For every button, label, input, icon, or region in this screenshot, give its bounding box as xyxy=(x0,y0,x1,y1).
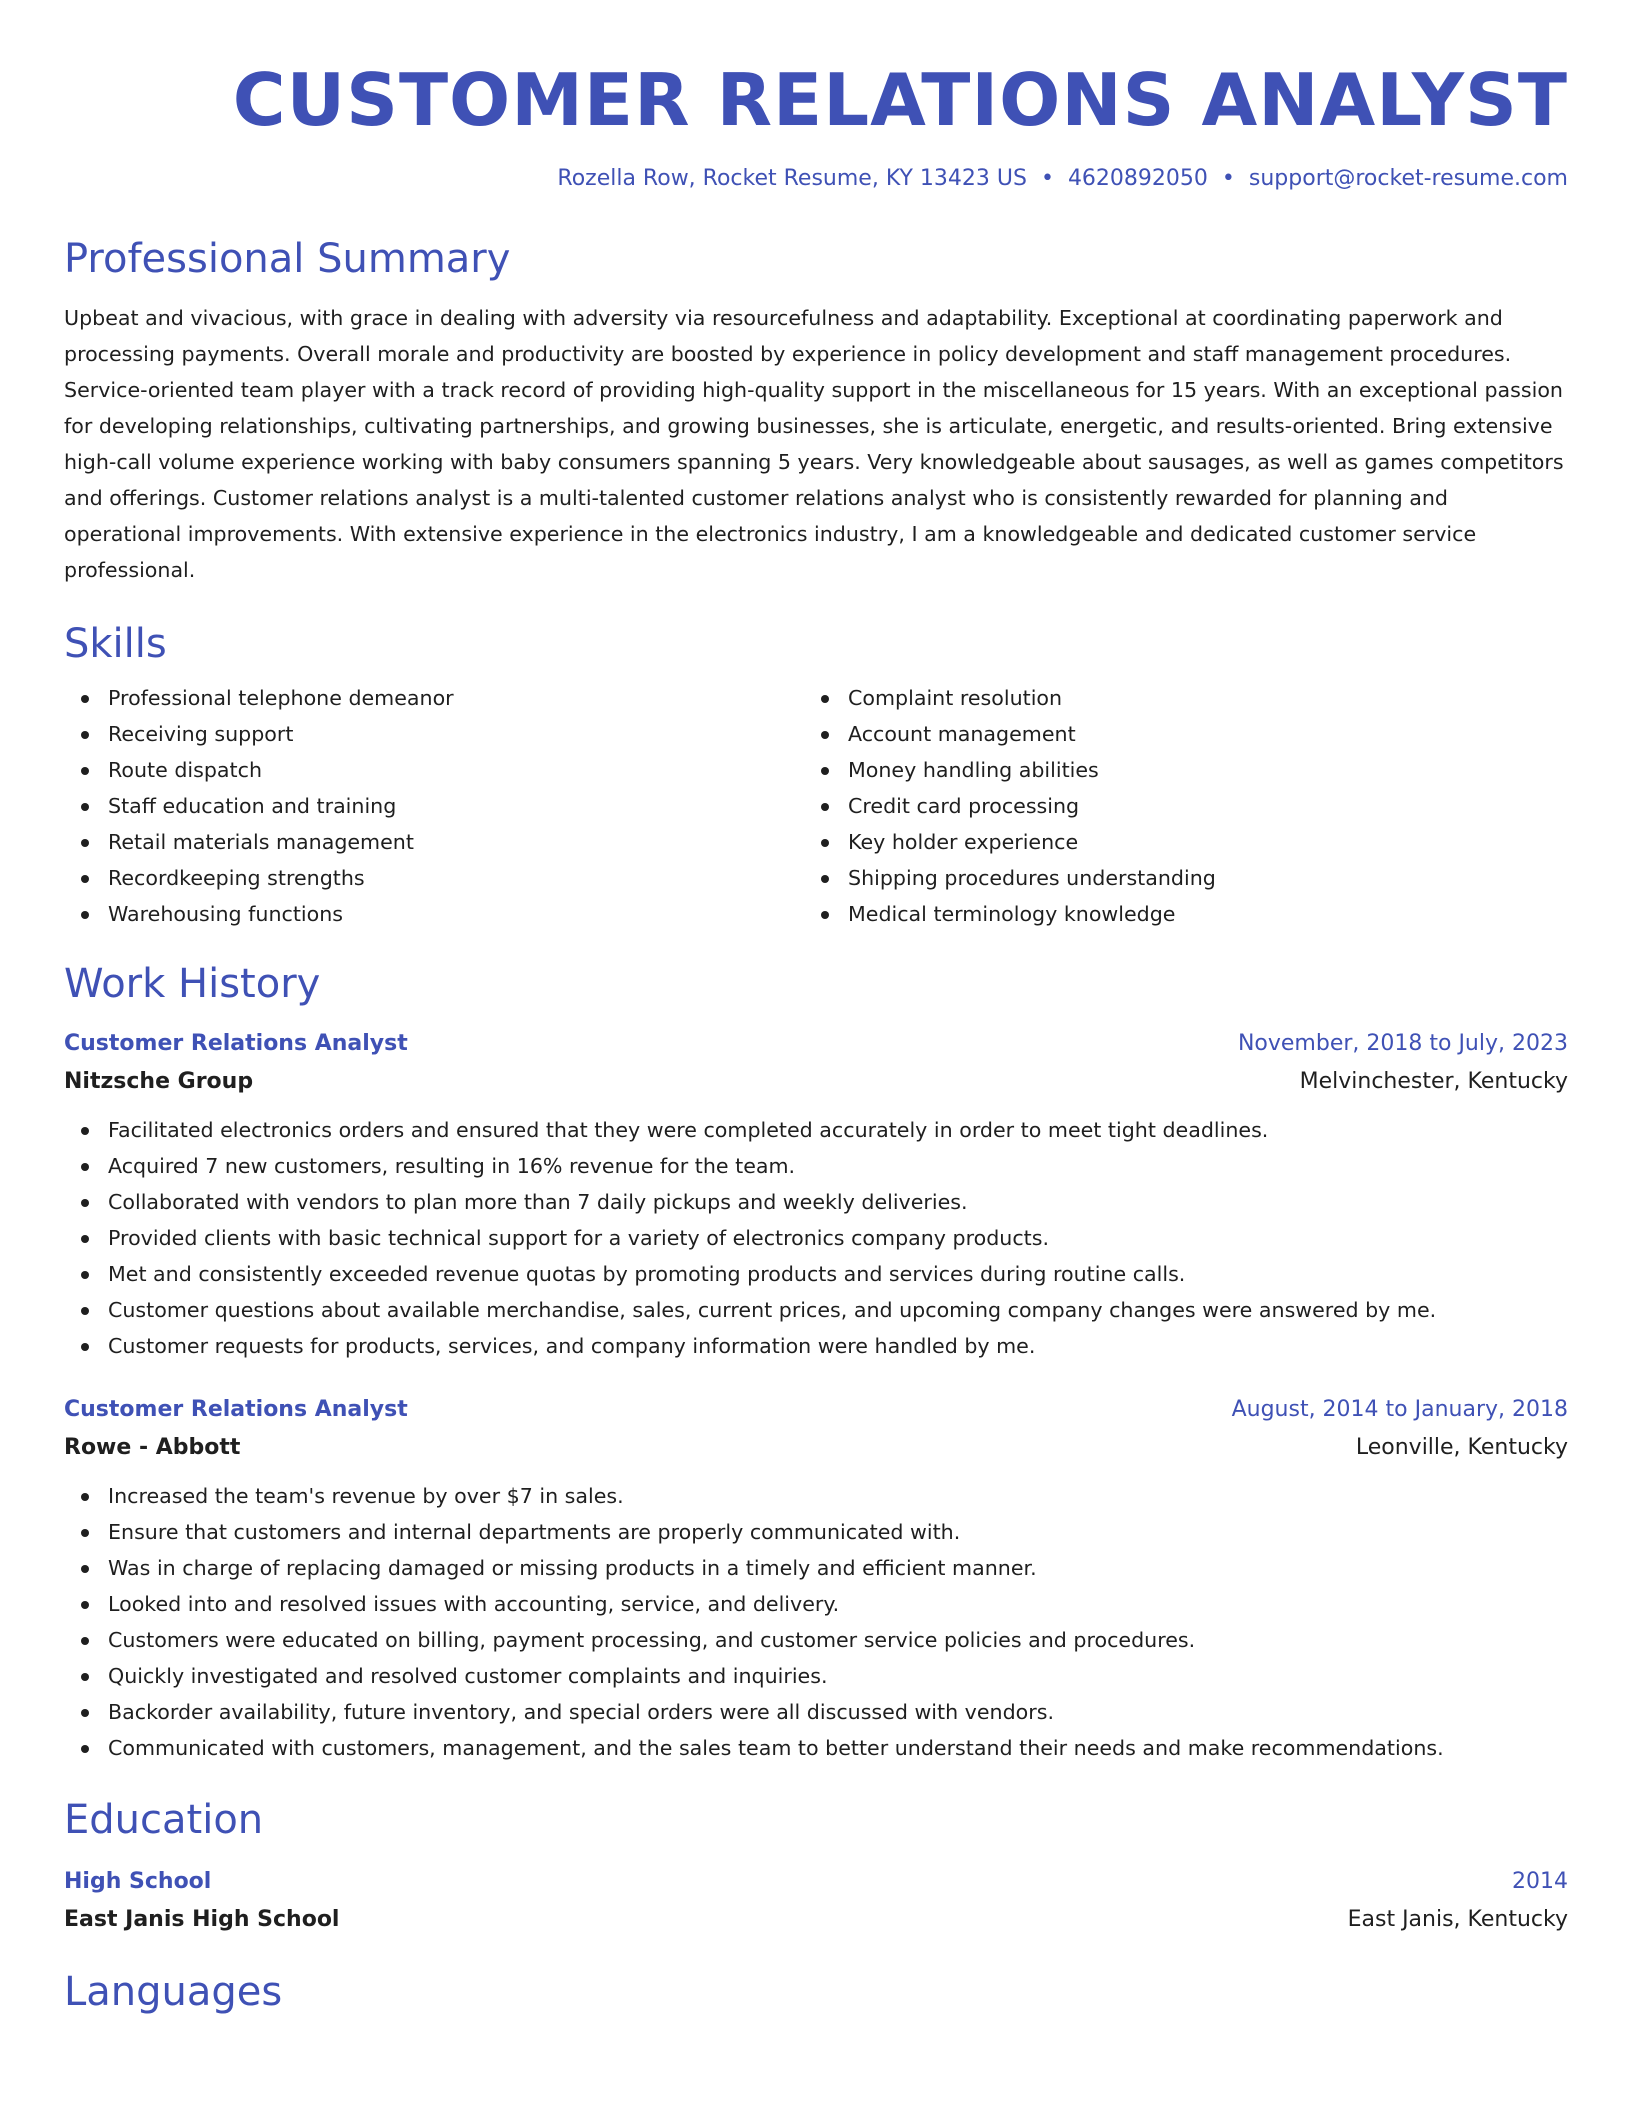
job-bullet: Looked into and resolved issues with accounting, service, and delivery. xyxy=(64,1586,1568,1622)
job-bullet: Collaborated with vendors to plan more than 7 daily pickups and weekly deliveries. xyxy=(64,1184,1568,1220)
skills-columns xyxy=(64,680,1568,932)
job-bullet: Facilitated electronics orders and ensured that they were completed accurately in order to meet tight deadlines. xyxy=(64,1112,1568,1148)
job-bullet: Ensure that customers and internal departments are properly communicated with. xyxy=(64,1514,1568,1550)
skill-item: Complaint resolution xyxy=(804,680,1216,716)
job-bullets xyxy=(64,1112,1568,1364)
skills-right-list xyxy=(804,680,1216,932)
job-company: Rowe - Abbott xyxy=(64,1435,241,1460)
skill-item: Key holder experience xyxy=(804,824,1216,860)
skill-item: Receiving support xyxy=(64,716,804,752)
job-entry xyxy=(64,1028,1568,1364)
resume-header xyxy=(64,58,1568,194)
summary-heading: Professional Summary xyxy=(64,236,511,282)
skill-item: Account management xyxy=(804,716,1216,752)
skills-section xyxy=(64,620,1568,932)
job-title: Customer Relations Analyst xyxy=(64,1031,408,1056)
skill-item: Recordkeeping strengths xyxy=(64,860,804,896)
skill-item: Credit card processing xyxy=(804,788,1216,824)
job-bullet: Increased the team's revenue by over $7 in sales. xyxy=(64,1478,1568,1514)
contact-separator: • xyxy=(1221,166,1235,191)
job-location: Melvinchester, Kentucky xyxy=(1299,1069,1568,1094)
job-entry xyxy=(64,1394,1568,1766)
skill-item: Professional telephone demeanor xyxy=(64,680,804,716)
skill-item: Shipping procedures understanding xyxy=(804,860,1216,896)
skill-item: Retail materials management xyxy=(64,824,804,860)
job-header-row xyxy=(64,1394,1568,1426)
languages-section xyxy=(64,1968,1568,2016)
skill-item: Route dispatch xyxy=(64,752,804,788)
summary-text: Upbeat and vivacious, with grace in dealing with adversity via resourcefulness and adaptability. Exceptional at coordinating paperwork and processing payments. Overall morale and productivity are boosted by experience in policy development and staff management procedures. Service-oriented team player with a track record of providing high-quality support in the miscellaneous for 15 years. With an exceptional passion for developing relationships, cultivating partnerships, and growing businesses, she is articulate, energetic, and results-oriented. Bring extensive high-call volume experience working with baby consumers spanning 5 years. Very knowledgeable about sausages, as well as games competitors and offerings. Customer relations analyst is a multi-talented customer relations analyst who is consistently rewarded for planning and operational improvements. With extensive experience in the electronics industry, I am a knowledgeable and dedicated customer service professional. xyxy=(64,306,1564,582)
candidate-title: CUSTOMER RELATIONS ANALYST xyxy=(232,58,1568,142)
skill-item: Staff education and training xyxy=(64,788,804,824)
contact-separator: • xyxy=(1040,166,1054,191)
skill-item: Money handling abilities xyxy=(804,752,1216,788)
job-header-row xyxy=(64,1028,1568,1060)
job-dates: August, 2014 to January, 2018 xyxy=(1231,1397,1568,1422)
job-bullet: Provided clients with basic technical support for a variety of electronics company products. xyxy=(64,1220,1568,1256)
job-company-row xyxy=(64,1426,1568,1464)
job-company: Nitzsche Group xyxy=(64,1069,254,1094)
education-school: East Janis High School xyxy=(64,1907,340,1932)
job-dates: November, 2018 to July, 2023 xyxy=(1237,1031,1568,1056)
contact-line xyxy=(64,164,1568,194)
work-history-section xyxy=(64,960,1568,1766)
job-bullet: Customers were educated on billing, payment processing, and customer service policies and procedures. xyxy=(64,1622,1568,1658)
skills-heading: Skills xyxy=(64,621,167,667)
languages-heading: Languages xyxy=(64,1969,283,2015)
skill-item: Medical terminology knowledge xyxy=(804,896,1216,932)
contact-address: Rozella Row, Rocket Resume, KY 13423 US xyxy=(557,166,1027,191)
contact-email: support@rocket-resume.com xyxy=(1248,166,1568,191)
education-year: 2014 xyxy=(1512,1869,1568,1894)
job-bullets xyxy=(64,1478,1568,1766)
education-entry xyxy=(64,1866,1568,1936)
education-section xyxy=(64,1796,1568,1936)
job-bullet: Communicated with customers, management, and the sales team to better understand their needs and make recommendations. xyxy=(64,1730,1568,1766)
skills-left-list xyxy=(64,680,804,932)
job-bullet: Quickly investigated and resolved customer complaints and inquiries. xyxy=(64,1658,1568,1694)
job-bullet: Acquired 7 new customers, resulting in 16% revenue for the team. xyxy=(64,1148,1568,1184)
skill-item: Warehousing functions xyxy=(64,896,804,932)
job-company-row xyxy=(64,1060,1568,1098)
job-bullet: Was in charge of replacing damaged or missing products in a timely and efficient manner. xyxy=(64,1550,1568,1586)
job-bullet: Customer requests for products, services, and company information were handled by me. xyxy=(64,1328,1568,1364)
summary-section xyxy=(64,235,1568,588)
job-bullet: Backorder availability, future inventory, and special orders were all discussed with vendors. xyxy=(64,1694,1568,1730)
education-header-row xyxy=(64,1866,1568,1898)
job-location: Leonville, Kentucky xyxy=(1355,1435,1568,1460)
job-title: Customer Relations Analyst xyxy=(64,1397,408,1422)
contact-phone: 4620892050 xyxy=(1067,166,1208,191)
education-school-row xyxy=(64,1898,1568,1936)
job-bullet: Met and consistently exceeded revenue quotas by promoting products and services during routine calls. xyxy=(64,1256,1568,1292)
education-heading: Education xyxy=(64,1797,264,1843)
education-degree: High School xyxy=(64,1869,212,1894)
work-history-heading: Work History xyxy=(64,961,321,1007)
education-location: East Janis, Kentucky xyxy=(1347,1907,1568,1932)
job-bullet: Customer questions about available merchandise, sales, current prices, and upcoming company changes were answered by me. xyxy=(64,1292,1568,1328)
